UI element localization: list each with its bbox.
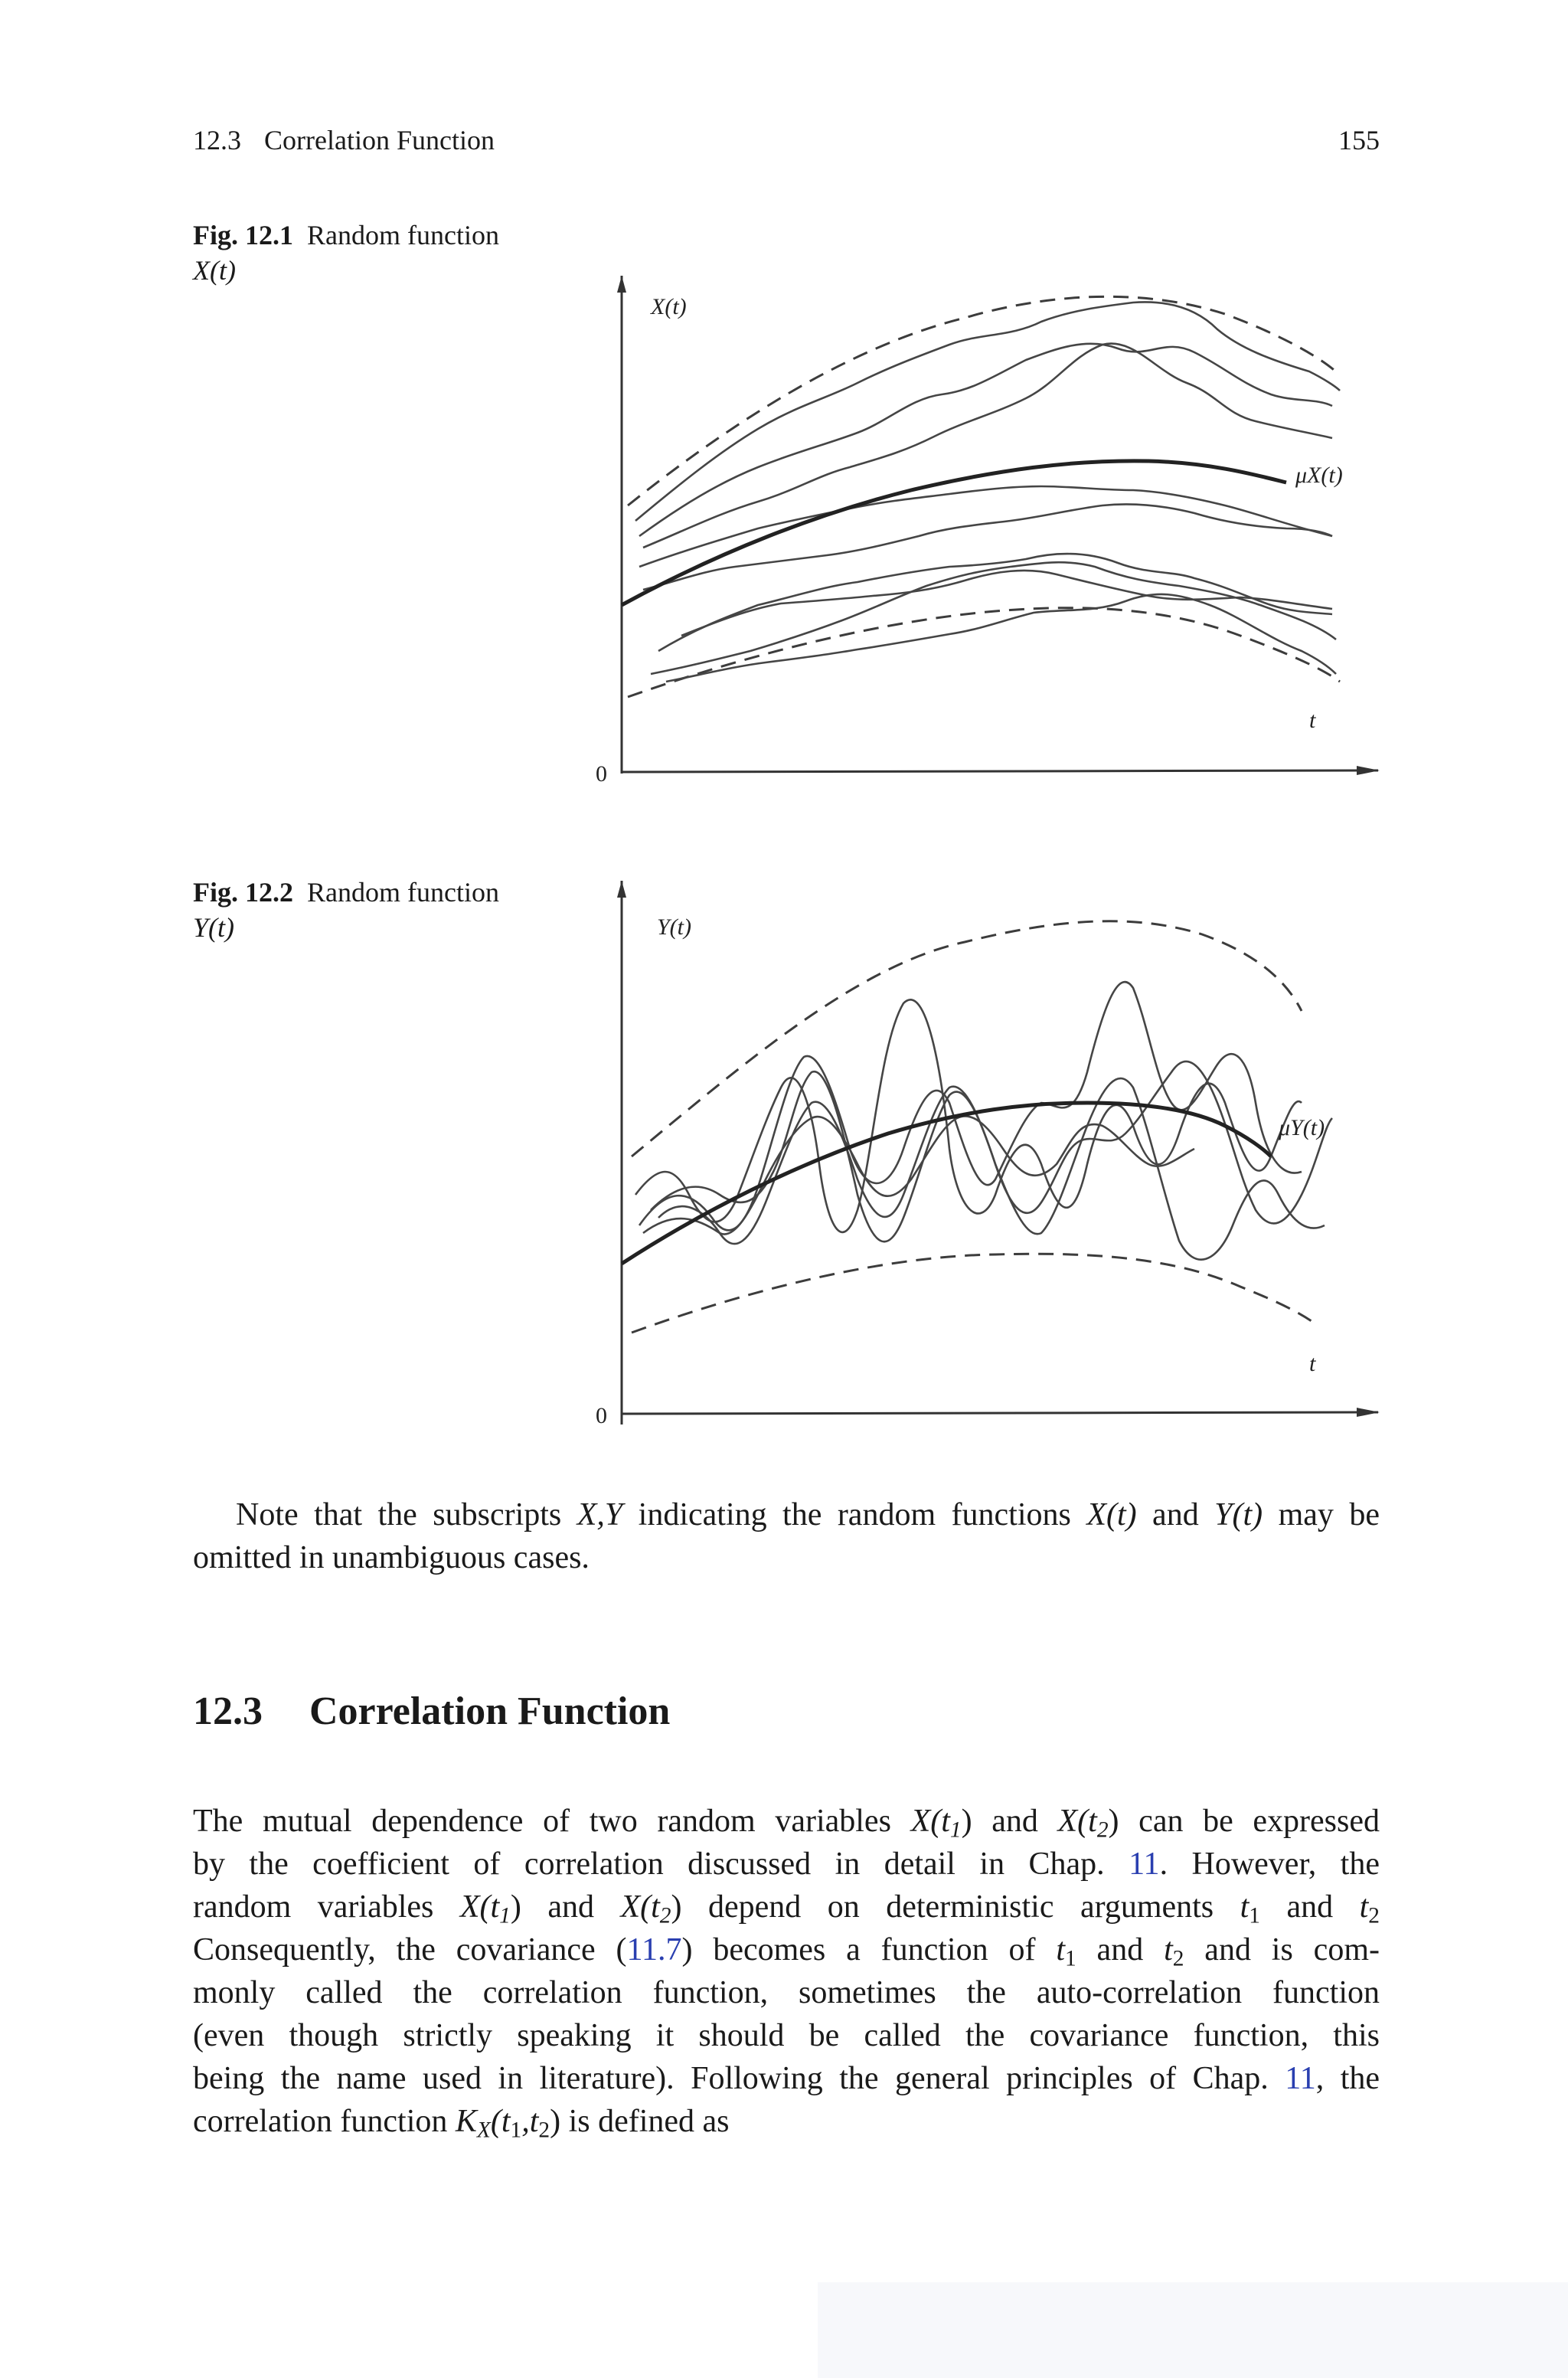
x-axis — [622, 1412, 1378, 1414]
random-function-y-plot — [567, 873, 1393, 1440]
figure-caption-variable: X(t) — [193, 255, 236, 286]
text: , the — [1315, 2061, 1380, 2096]
text: . However, the — [1159, 1846, 1380, 1882]
subscript: 2 — [1172, 1946, 1184, 1971]
body-line-5: monly called the correlation function, sometimes the auto-correlation function — [193, 1975, 1380, 2010]
running-header-left — [193, 124, 495, 156]
note-text: Note that the subscripts — [236, 1497, 577, 1532]
text: and is com- — [1184, 1932, 1380, 1967]
section-title: Correlation Function — [309, 1689, 671, 1733]
chapter-link[interactable]: 11 — [1285, 2061, 1316, 2096]
body-paragraph — [193, 1800, 1380, 2143]
subscript: 1 — [510, 2118, 522, 2143]
text: ) can be expressed — [1108, 1804, 1380, 1839]
figure-12-2 — [567, 873, 1393, 1440]
section-number: 12.3 — [193, 1689, 263, 1733]
subscript: 1 — [1249, 1903, 1260, 1928]
note-line-1 — [193, 1493, 1380, 1536]
math: (t — [490, 2104, 511, 2139]
subscript: 1 — [1064, 1946, 1076, 1971]
page-shading — [818, 2282, 1568, 2378]
note-text: may be — [1263, 1497, 1380, 1532]
y-axis-label: Y(t) — [657, 914, 691, 940]
x-axis — [622, 770, 1378, 772]
equation-link[interactable]: 11.7 — [626, 1932, 682, 1967]
lower-envelope — [632, 1254, 1317, 1333]
note-paragraph — [193, 1493, 1380, 1579]
chapter-link[interactable]: 11 — [1129, 1846, 1160, 1882]
math: t — [1164, 1932, 1173, 1967]
text: being the name used in literature). Following the general principles of Chap. — [193, 2061, 1285, 2096]
math: t — [1056, 1932, 1065, 1967]
note-x-function: X(t) — [1086, 1497, 1137, 1532]
origin-label: 0 — [596, 1403, 607, 1428]
figure-12-2-caption — [193, 875, 553, 945]
y-axis-label: X(t) — [651, 294, 687, 319]
note-line-2: omitted in unambiguous cases. — [193, 1540, 590, 1575]
figure-caption-text: Random function — [307, 220, 499, 250]
subscript: 2 — [538, 2118, 550, 2143]
note-text: and — [1136, 1497, 1215, 1532]
math: X(t — [910, 1804, 950, 1839]
figure-12-1-caption — [193, 218, 553, 288]
math: ,t — [521, 2104, 539, 2139]
realizations — [635, 302, 1340, 682]
math: t — [1240, 1889, 1250, 1925]
body-line-3 — [193, 1886, 1380, 1928]
text: ) and — [510, 1889, 621, 1925]
page-number: 155 — [1338, 125, 1380, 155]
figure-12-1 — [567, 222, 1393, 804]
subscript: 2 — [1368, 1903, 1380, 1928]
text: random variables — [193, 1889, 460, 1925]
lower-envelope — [628, 608, 1340, 697]
math: X(t — [1057, 1804, 1097, 1839]
section-heading — [193, 1689, 670, 1734]
body-line-6: (even though strictly speaking it should be called the covariance function, this — [193, 2018, 1380, 2053]
text: and — [1076, 1932, 1165, 1967]
text: ) and — [961, 1804, 1058, 1839]
text: by the coefficient of correlation discussed in detail in Chap. — [193, 1846, 1129, 1882]
note-y-function: Y(t) — [1214, 1497, 1263, 1532]
note-subscripts: X,Y — [577, 1497, 623, 1532]
math: X(t — [620, 1889, 660, 1925]
text: correlation function — [193, 2104, 456, 2139]
math: X(t — [459, 1889, 500, 1925]
origin-label: 0 — [596, 761, 607, 787]
subscript: X — [476, 2118, 491, 2143]
note-text: indicating the random functions — [622, 1497, 1087, 1532]
upper-envelope — [632, 921, 1302, 1156]
subscript: 1 — [949, 1817, 962, 1843]
body-line-4 — [193, 1928, 1380, 1971]
realizations — [635, 982, 1332, 1260]
text: The mutual dependence of two random variables — [193, 1804, 911, 1839]
text: ) becomes a function of — [681, 1932, 1057, 1967]
math: t — [1359, 1889, 1369, 1925]
mean-label: μX(t) — [1295, 463, 1343, 488]
x-axis-label: t — [1309, 1351, 1316, 1376]
body-line-2 — [193, 1843, 1380, 1886]
subscript: 2 — [1096, 1817, 1109, 1843]
figure-caption-text: Random function — [307, 877, 499, 908]
y-axis-arrow-icon — [617, 881, 626, 898]
body-line-7 — [193, 2057, 1380, 2100]
mean-label: μY(t) — [1279, 1115, 1325, 1140]
figure-caption-variable: Y(t) — [193, 912, 234, 943]
header-section-title: Correlation Function — [264, 125, 495, 155]
text: ) depend on deterministic arguments — [671, 1889, 1240, 1925]
figure-label: Fig. 12.2 — [193, 877, 293, 908]
header-section-number: 12.3 — [193, 125, 241, 155]
figure-label: Fig. 12.1 — [193, 220, 293, 250]
x-axis-label: t — [1309, 708, 1316, 733]
body-line-1 — [193, 1800, 1380, 1843]
text: Consequently, the covariance ( — [193, 1932, 627, 1967]
subscript: 2 — [659, 1903, 671, 1928]
text: and — [1260, 1889, 1360, 1925]
y-axis-arrow-icon — [617, 276, 626, 293]
random-function-x-plot — [567, 222, 1393, 804]
math: K — [455, 2104, 477, 2139]
body-line-8 — [193, 2100, 1380, 2143]
subscript: 1 — [499, 1903, 511, 1928]
text: ) is defined as — [550, 2104, 730, 2139]
